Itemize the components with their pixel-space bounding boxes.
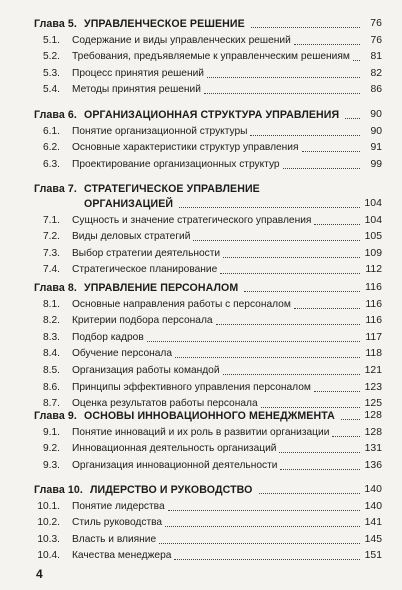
section-title: Основные характеристики структур управления <box>72 142 299 154</box>
chapter-number: Глава 10. <box>34 484 83 496</box>
dot-leader <box>193 240 360 241</box>
section-page: 81 <box>370 51 382 63</box>
section-number: 9.1. <box>43 426 60 438</box>
section-title: Методы принятия решений <box>72 84 201 96</box>
section-title: Понятие лидерства <box>72 500 165 512</box>
chapter-title-line2: ОРГАНИЗАЦИЕЙ <box>84 198 174 210</box>
section-entry <box>34 442 382 456</box>
section-page: 91 <box>370 142 382 154</box>
dot-leader <box>345 118 360 119</box>
section-number: 6.1. <box>43 125 60 137</box>
section-page: 112 <box>365 264 382 276</box>
section-number: 6.2. <box>43 142 60 154</box>
section-page: 128 <box>364 426 382 438</box>
dot-leader <box>314 224 360 225</box>
dot-leader <box>207 77 360 78</box>
section-entry <box>34 426 382 440</box>
chapter-7 <box>34 182 382 277</box>
dot-leader <box>279 452 360 453</box>
section-number: 9.3. <box>43 459 60 471</box>
chapter-title: СТРАТЕГИЧЕСКОЕ УПРАВЛЕНИЕ <box>84 183 260 195</box>
section-page: 99 <box>370 158 382 170</box>
section-title: Подбор кадров <box>72 331 144 343</box>
section-page: 90 <box>370 125 382 137</box>
chapter-number: Глава 8. <box>34 282 77 294</box>
section-number: 8.1. <box>43 298 60 310</box>
section-page: 104 <box>364 214 382 226</box>
section-title: Требования, предъявляемые к управленческим решениям <box>72 51 350 63</box>
section-page: 121 <box>364 364 382 376</box>
section-number: 7.4. <box>43 264 60 276</box>
section-title: Сущность и значение стратегического управления <box>72 214 312 226</box>
section-number: 5.2. <box>43 51 60 63</box>
section-number: 8.3. <box>43 331 60 343</box>
chapter-number: Глава 5. <box>34 18 77 30</box>
section-number: 8.6. <box>43 381 60 393</box>
section-title: Стиль руководства <box>72 517 163 529</box>
section-title: Стратегическое планирование <box>72 264 218 276</box>
section-number: 5.3. <box>43 67 60 79</box>
section-page: 76 <box>370 34 382 46</box>
chapter-page: 104 <box>364 198 382 209</box>
section-entry <box>34 263 382 277</box>
section-page: 140 <box>364 500 382 512</box>
section-number: 7.2. <box>43 231 60 243</box>
section-entry <box>34 298 382 312</box>
section-number: 10.4. <box>37 550 60 562</box>
chapter-5 <box>34 17 382 97</box>
section-number: 5.4. <box>43 84 60 96</box>
section-entry <box>34 214 382 228</box>
section-entry <box>34 67 382 81</box>
section-title: Основные направления работы с персоналом <box>72 298 291 310</box>
chapter-number: Глава 6. <box>34 109 77 121</box>
dot-leader <box>302 151 360 152</box>
chapter-page: 128 <box>364 410 382 421</box>
section-page: 116 <box>365 298 382 310</box>
section-number: 8.5. <box>43 364 60 376</box>
section-page: 116 <box>365 315 382 327</box>
section-entry <box>34 141 382 155</box>
dot-leader <box>174 559 360 560</box>
chapter-10 <box>34 483 382 563</box>
section-title: Организация инновационной деятельности <box>72 459 278 471</box>
section-number: 5.1. <box>43 34 60 46</box>
dot-leader <box>223 257 360 258</box>
section-entry <box>34 381 382 395</box>
section-page: 125 <box>364 398 382 410</box>
dot-leader <box>165 526 360 527</box>
chapter-title: УПРАВЛЕНИЕ ПЕРСОНАЛОМ <box>84 282 239 294</box>
chapter-page: 116 <box>365 282 382 293</box>
section-title: Понятие организационной структуры <box>72 125 248 137</box>
dot-leader <box>175 357 360 358</box>
chapter-heading <box>34 281 382 295</box>
dot-leader <box>223 374 360 375</box>
chapter-page: 140 <box>364 484 382 495</box>
section-entry <box>34 125 382 139</box>
chapter-number: Глава 7. <box>34 183 77 195</box>
section-page: 86 <box>370 84 382 96</box>
dot-leader <box>168 510 360 511</box>
section-entry <box>34 50 382 64</box>
section-title: Оценка результатов работы персонала <box>72 398 258 410</box>
section-number: 10.2. <box>37 517 60 529</box>
dot-leader <box>204 93 360 94</box>
section-number: 9.2. <box>43 443 60 455</box>
dot-leader <box>341 419 360 420</box>
dot-leader <box>332 436 360 437</box>
section-title: Качества менеджера <box>72 550 172 562</box>
section-page: 136 <box>364 459 382 471</box>
dot-leader <box>294 308 360 309</box>
section-entry <box>34 247 382 261</box>
section-page: 105 <box>364 231 382 243</box>
dot-leader <box>251 27 360 28</box>
chapter-page: 90 <box>370 109 382 120</box>
section-page: 145 <box>364 533 382 545</box>
section-title: Проектирование организационных структур <box>72 158 280 170</box>
dot-leader <box>261 407 360 408</box>
chapter-number: Глава 9. <box>34 410 77 422</box>
section-entry <box>34 34 382 48</box>
chapter-heading-continued <box>34 197 382 211</box>
section-title: Виды деловых стратегий <box>72 231 191 243</box>
chapter-8 <box>34 281 382 411</box>
dot-leader <box>147 341 360 342</box>
section-title: Власть и влияние <box>72 533 157 545</box>
chapter-6 <box>34 108 382 172</box>
section-entry <box>34 549 382 563</box>
section-page: 141 <box>364 517 382 529</box>
section-page: 82 <box>370 67 382 79</box>
section-entry <box>34 500 382 514</box>
dot-leader <box>250 135 360 136</box>
section-entry <box>34 364 382 378</box>
section-title: Процесс принятия решений <box>72 67 204 79</box>
section-entry <box>34 230 382 244</box>
chapter-9 <box>34 409 382 473</box>
section-number: 8.2. <box>43 315 60 327</box>
section-entry <box>34 158 382 172</box>
chapter-title: ЛИДЕРСТВО И РУКОВОДСТВО <box>90 484 253 496</box>
section-title: Содержание и виды управленческих решений <box>72 34 291 46</box>
section-title: Организация работы командой <box>72 364 220 376</box>
dot-leader <box>294 44 360 45</box>
section-number: 6.3. <box>43 158 60 170</box>
page-number: 4 <box>36 567 43 581</box>
dot-leader <box>220 273 360 274</box>
dot-leader <box>216 324 360 325</box>
chapter-heading <box>34 108 382 122</box>
section-page: 118 <box>365 348 382 360</box>
section-entry <box>34 314 382 328</box>
section-number: 7.3. <box>43 247 60 259</box>
section-number: 8.7. <box>43 398 60 410</box>
section-page: 117 <box>365 331 382 343</box>
section-number: 7.1. <box>43 214 60 226</box>
section-entry <box>34 516 382 530</box>
dot-leader <box>179 207 360 208</box>
dot-leader <box>314 391 360 392</box>
section-page: 123 <box>364 381 382 393</box>
section-entry <box>34 347 382 361</box>
section-title: Принципы эффективного управления персоналом <box>72 381 311 393</box>
dot-leader <box>280 469 360 470</box>
section-page: 151 <box>364 550 382 562</box>
chapter-title: ОСНОВЫ ИННОВАЦИОННОГО МЕНЕДЖМЕНТА <box>84 410 335 422</box>
section-page: 109 <box>364 247 382 259</box>
chapter-heading <box>34 182 382 196</box>
chapter-heading <box>34 409 382 423</box>
dot-leader <box>259 493 361 494</box>
section-entry <box>34 459 382 473</box>
section-title: Инновационная деятельность организаций <box>72 443 277 455</box>
section-number: 10.3. <box>37 533 60 545</box>
section-number: 8.4. <box>43 348 60 360</box>
section-title: Понятие инноваций и их роль в развитии организации <box>72 426 330 438</box>
chapter-title: УПРАВЛЕНЧЕСКОЕ РЕШЕНИЕ <box>84 18 245 30</box>
dot-leader <box>244 291 360 292</box>
section-title: Обучение персонала <box>72 348 173 360</box>
section-title: Выбор стратегии деятельности <box>72 247 221 259</box>
chapter-title: ОРГАНИЗАЦИОННАЯ СТРУКТУРА УПРАВЛЕНИЯ <box>84 109 340 121</box>
section-page: 131 <box>364 443 382 455</box>
chapter-page: 76 <box>370 18 382 29</box>
dot-leader <box>353 60 360 61</box>
section-title: Критерии подбора персонала <box>72 315 213 327</box>
chapter-heading <box>34 17 382 31</box>
section-entry <box>34 533 382 547</box>
section-entry <box>34 83 382 97</box>
dot-leader <box>159 543 360 544</box>
section-number: 10.1. <box>37 500 60 512</box>
chapter-heading <box>34 483 382 497</box>
section-entry <box>34 331 382 345</box>
dot-leader <box>283 168 360 169</box>
